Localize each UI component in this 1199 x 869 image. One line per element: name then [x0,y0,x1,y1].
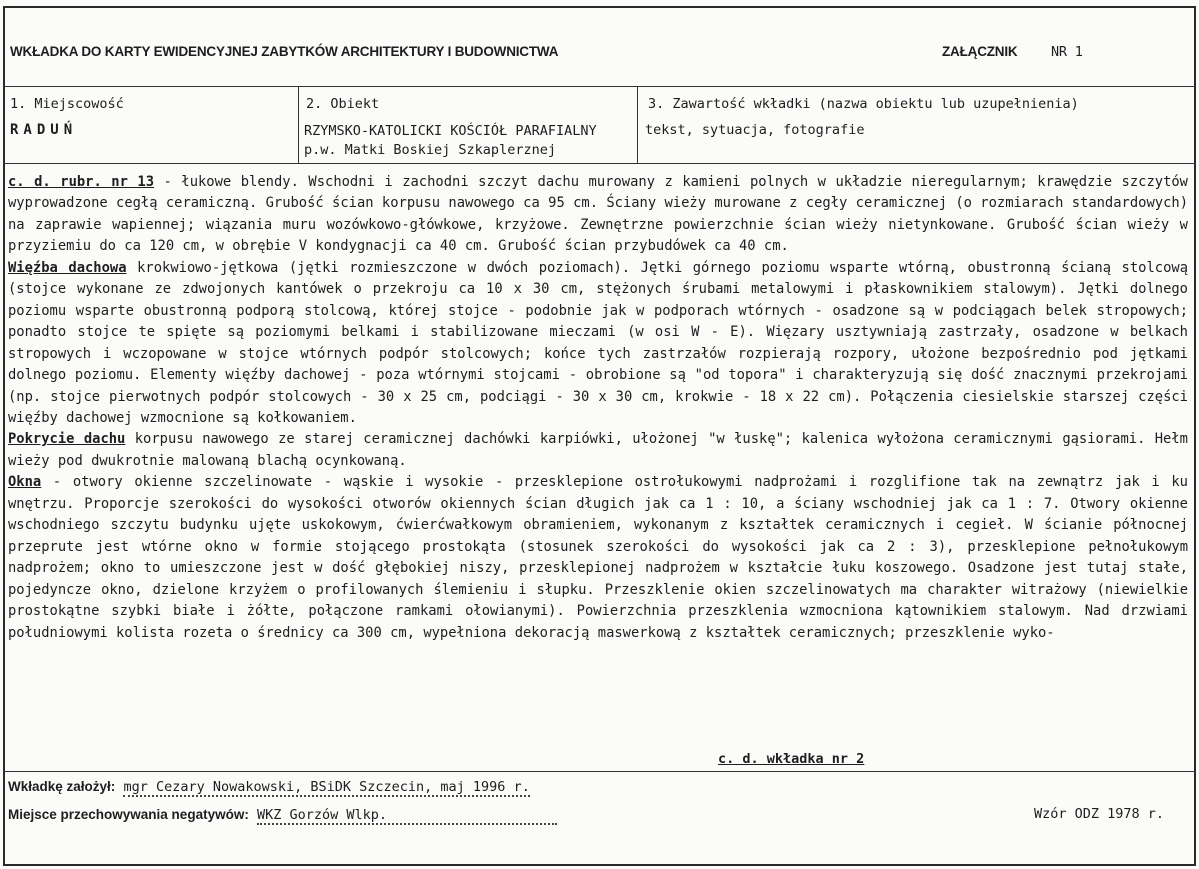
continuation-text: c. d. wkładka nr 2 [718,751,865,767]
paragraph-walls [8,172,1188,258]
divider-col-2 [637,87,638,163]
field-contents-value: tekst, sytuacja, fotografie [645,122,865,138]
paragraph-roofing [8,429,1188,472]
field-object-label: 2. Obiekt [306,96,380,112]
attachment-label: ZAŁĄCZNIK [942,44,1018,59]
founder-value: mgr Cezary Nowakowski, BSiDK Szczecin, maj 1996 r. [123,779,530,795]
heading-windows: Okna [8,474,42,491]
paragraph-roof-truss [8,258,1188,430]
heading-roofing: Pokrycie dachu [8,431,126,448]
text-roof-truss: krokwiowo-jętkowa (jętki rozmieszczone w dwóch poziomach). Jętki górnego poziomu wsparte wtórną, obustronną ścianą stolcową (stojce wykonane ze zdwojonych kantówek o przekroju ca 10 x 30 cm, stężonych śrubami metalowymi i płaskownikiem stalowym). Jętki dolnego poziomu wsparte obustronną podporą stolcową, której stojce - podobnie jak w podporach wtórnych - osadzone są w podciągach belek stropowych; ponadto stojce te spięte są poziomymi belkami i stabilizowane mieczami (w osi W - E). Więzary usztywniają zastrzały, osadzone w belkach stropowych i wczopowane w stojce wtórnych podpór stolcowych; końce tych zastrzałów rozpierają rozpory, ułożone bezpośrednio pod jętkami dolnego poziomu. Elementy więźby dachowej - poza wtórnymi stojcami - obrobione są "od topora" i charakteryzują się dość znacznymi przekrojami (np. stojce pierwotnych podpór stolcowych - 30 x 25 cm, podciągi - 30 x 30 cm, krokwie - 18 x 22 cm). Połączenia ciesielskie starszej części więźby dachowej wzmocnione są kołkowaniem. [8,259,1189,426]
storage-label: Miejsce przechowywania negatywów: [8,807,249,822]
paragraph-windows [8,472,1188,644]
text-windows: - otwory okienne szczelinowate - wąskie i wysokie - przesklepione ostrołukowymi nadprożami i rozglifione tak na zewnątrz jak i ku wnętrzu. Proporcje szerokości do wysokości otworów okiennych ścian długich jak ca 1 : 10, a ściany wschodniej jak ca 1 : 7. Otwory okienne wschodniego szczytu budynku ujęte uskokowym, ćwierćwałkowym obramieniem, wykonanym z kształtek ceramicznych i cegieł. W ścianie północnej przeprute jest wtórne okno w formie stojącego prostokąta (stosunek szerokości do wysokości jak ca 2 : 3), przesklepione pełnołukowym nadprożem; okno to umieszczone jest w dość głębokiej niszy, przesklepionej nadprożem w kształcie łuku koszowego. Osadzone jest tutaj stałe, pojedyncze okno, dzielone krzyżem o profilowanych ślemieniu i słupku. Przeszklenie okien szczelinowatych ma charakter witrażowy (niewielkie prostokątne szybki białe i żółte, połączone ramkami ołowianymi). Powierzchnia przeszklenia wzmocniona kątownikiem stalowym. Nad drzwiami południowymi kolista rozeta o średnicy ca 300 cm, wypełniona dekoracją maswerkową z kształtek ceramicznych; przeszklenie wyko- [8,474,1188,641]
field-place-value: RADUŃ [10,122,78,138]
field-contents-label: 3. Zawartość wkładki (nazwa obiektu lub uzupełnienia) [648,96,1079,112]
divider-top [3,86,1196,87]
field-place-label: 1. Miejscowość [10,96,124,112]
heading-continuation: c. d. rubr. nr 13 [8,174,155,190]
text-walls: - łukowe blendy. Wschodni i zachodni szczyt dachu murowany z kamieni polnych w układzie nieregularnym; krawędzie szczytów wyprowadzone cegłą ceramiczną. Grubość ścian korpusu nawowego ca 95 cm. Ściany wieży murowane z cegły ceramicznej (o rozmiarach standardowych) na zaprawie wapiennej; wiązania muru wozówkowo-główkowe, krzyżowe. Zewnętrzne powierzchnie ścian wieży nietynkowane. Grubość ścian wieży w przyziemiu do ca 120 cm, w obrębie V kondygnacji ca 40 cm. Grubość ścian przybudówek ca 40 cm. [8,174,1188,255]
description-body [8,172,1188,644]
document-title: WKŁADKA DO KARTY EWIDENCYJNEJ ZABYTKÓW ARCHITEKTURY I BUDOWNICTWA [10,44,559,59]
field-object-value-1: RZYMSKO-KATOLICKI KOŚCIÓŁ PARAFIALNY [304,123,597,139]
footer-storage [8,807,557,825]
text-roofing: korpusu nawowego ze starej ceramicznej dachówki karpiówki, ułożonej "w łuskę"; kalenica wyłożona ceramicznymi gąsiorami. Hełm wieży pod dwukrotnie malowaną blachą ocynkowaną. [8,431,1188,469]
founder-label: Wkładkę założył: [8,779,116,794]
form-reference: Wzór ODZ 1978 r. [1034,806,1165,822]
divider-fields [3,163,1196,164]
footer-founder [8,779,530,797]
divider-footer [3,771,1196,772]
field-object-value-2: p.w. Matki Boskiej Szkaplerznej [304,142,556,158]
heading-roof-truss: Więźba dachowa [8,259,127,276]
divider-col-1 [298,87,299,163]
storage-value: WKZ Gorzów Wlkp. [257,807,557,825]
attachment-number: NR 1 [1051,44,1083,60]
continuation-note [718,751,864,767]
